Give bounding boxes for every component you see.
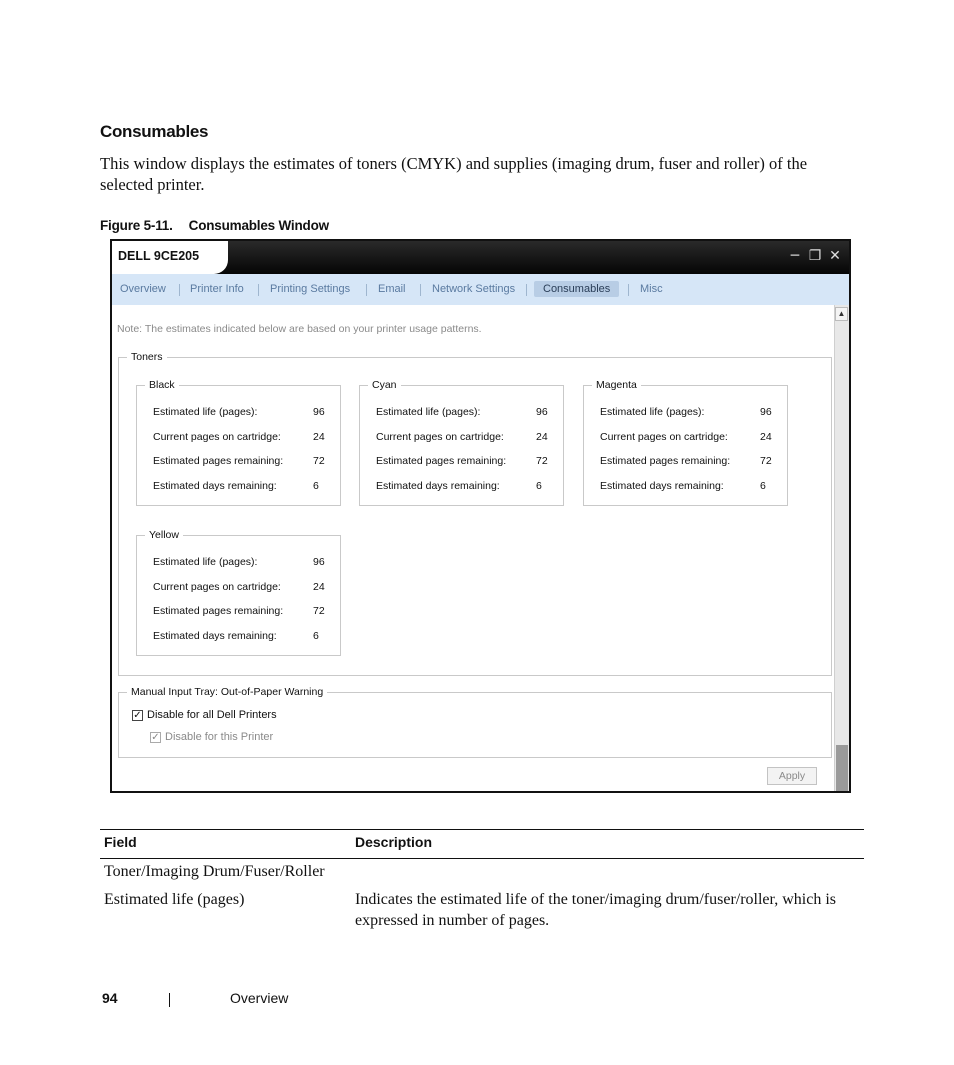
vertical-scrollbar[interactable] bbox=[834, 305, 849, 791]
apply-button[interactable]: Apply bbox=[767, 767, 817, 785]
tab-misc[interactable]: Misc bbox=[640, 283, 663, 295]
table-header-description: Description bbox=[355, 834, 433, 850]
field-value: 24 bbox=[313, 581, 325, 593]
content-area bbox=[112, 305, 836, 791]
tab-overview[interactable]: Overview bbox=[120, 283, 166, 295]
intro-paragraph: This window displays the estimates of toners (CMYK) and supplies (imaging drum, fuser and roller) of the selected printer. bbox=[100, 154, 808, 194]
table-cell-field: Estimated life (pages) bbox=[104, 891, 245, 908]
table-cell-description: Indicates the estimated life of the toner/imaging drum/fuser/roller, which is expressed in number of pages. bbox=[355, 891, 836, 929]
restore-icon[interactable]: ❐ bbox=[808, 248, 822, 264]
toner-name: Yellow bbox=[149, 529, 179, 541]
toner-black bbox=[136, 379, 341, 506]
scroll-up-icon[interactable]: ▲ bbox=[835, 307, 848, 321]
footer-section: Overview bbox=[230, 990, 289, 1006]
consumables-window bbox=[110, 239, 851, 793]
footer-divider bbox=[169, 993, 170, 1007]
tab-bar bbox=[112, 274, 849, 305]
field-value: 72 bbox=[313, 455, 325, 467]
field-label: Estimated life (pages): bbox=[376, 406, 481, 418]
field-value: 72 bbox=[313, 605, 325, 617]
field-label: Current pages on cartridge: bbox=[600, 431, 728, 443]
tab-printing-settings[interactable]: Printing Settings bbox=[270, 283, 351, 295]
figure-title: Consumables Window bbox=[188, 218, 329, 233]
toner-name: Black bbox=[149, 379, 175, 391]
field-label: Estimated days remaining: bbox=[600, 480, 724, 492]
toner-name: Cyan bbox=[372, 379, 397, 391]
figure-number: Figure 5-11. bbox=[100, 218, 173, 233]
table-top-rule bbox=[100, 829, 864, 830]
field-value: 96 bbox=[313, 406, 325, 418]
field-label: Estimated pages remaining: bbox=[376, 455, 507, 467]
disable-all-label: Disable for all Dell Printers bbox=[147, 709, 277, 721]
manual-tray-group bbox=[118, 686, 832, 758]
field-value: 24 bbox=[313, 431, 325, 443]
manual-tray-label: Manual Input Tray: Out-of-Paper Warning bbox=[131, 686, 324, 698]
toner-magenta bbox=[583, 379, 788, 506]
field-value: 6 bbox=[313, 480, 319, 492]
printer-title: DELL 9CE205 bbox=[112, 241, 214, 274]
field-value: 6 bbox=[760, 480, 766, 492]
field-label: Current pages on cartridge: bbox=[153, 581, 281, 593]
figure-caption bbox=[100, 218, 329, 233]
toner-cyan bbox=[359, 379, 564, 506]
title-bar bbox=[112, 241, 849, 274]
disable-all-checkbox[interactable] bbox=[132, 709, 277, 721]
field-value: 96 bbox=[536, 406, 548, 418]
field-label: Current pages on cartridge: bbox=[153, 431, 281, 443]
checkbox-checked-icon[interactable]: ✓ bbox=[133, 709, 142, 721]
table-header-field: Field bbox=[104, 834, 137, 850]
field-label: Estimated days remaining: bbox=[376, 480, 500, 492]
field-label: Current pages on cartridge: bbox=[376, 431, 504, 443]
scroll-thumb[interactable] bbox=[836, 745, 848, 791]
page-number: 94 bbox=[102, 990, 118, 1006]
field-label: Estimated life (pages): bbox=[600, 406, 705, 418]
toner-name: Magenta bbox=[596, 379, 637, 391]
field-label: Estimated pages remaining: bbox=[600, 455, 731, 467]
table-cell-field: Toner/Imaging Drum/Fuser/Roller bbox=[104, 863, 325, 880]
section-title: Consumables bbox=[100, 122, 209, 141]
table-header-rule bbox=[100, 858, 864, 859]
tab-network-settings[interactable]: Network Settings bbox=[432, 283, 516, 295]
toner-yellow bbox=[136, 529, 341, 656]
close-icon[interactable]: ✕ bbox=[829, 248, 841, 264]
field-value: 96 bbox=[760, 406, 772, 418]
field-label: Estimated days remaining: bbox=[153, 630, 277, 642]
toners-label: Toners bbox=[131, 351, 163, 363]
field-value: 6 bbox=[313, 630, 319, 642]
field-value: 72 bbox=[760, 455, 772, 467]
checkbox-checked-icon[interactable]: ✓ bbox=[151, 731, 160, 743]
field-value: 24 bbox=[536, 431, 548, 443]
estimates-note: Note: The estimates indicated below are based on your printer usage patterns. bbox=[117, 323, 482, 335]
tab-consumables[interactable]: Consumables bbox=[534, 281, 619, 297]
field-value: 96 bbox=[313, 556, 325, 568]
field-label: Estimated pages remaining: bbox=[153, 605, 284, 617]
field-label: Estimated days remaining: bbox=[153, 480, 277, 492]
field-label: Estimated pages remaining: bbox=[153, 455, 284, 467]
minimize-icon[interactable]: ─ bbox=[790, 248, 800, 264]
field-value: 72 bbox=[536, 455, 548, 467]
disable-this-label: Disable for this Printer bbox=[165, 731, 274, 743]
tab-printer-info[interactable]: Printer Info bbox=[190, 283, 244, 295]
field-value: 24 bbox=[760, 431, 772, 443]
field-value: 6 bbox=[536, 480, 542, 492]
tab-email[interactable]: Email bbox=[378, 283, 406, 295]
field-label: Estimated life (pages): bbox=[153, 556, 258, 568]
field-label: Estimated life (pages): bbox=[153, 406, 258, 418]
disable-this-checkbox[interactable] bbox=[150, 731, 273, 743]
